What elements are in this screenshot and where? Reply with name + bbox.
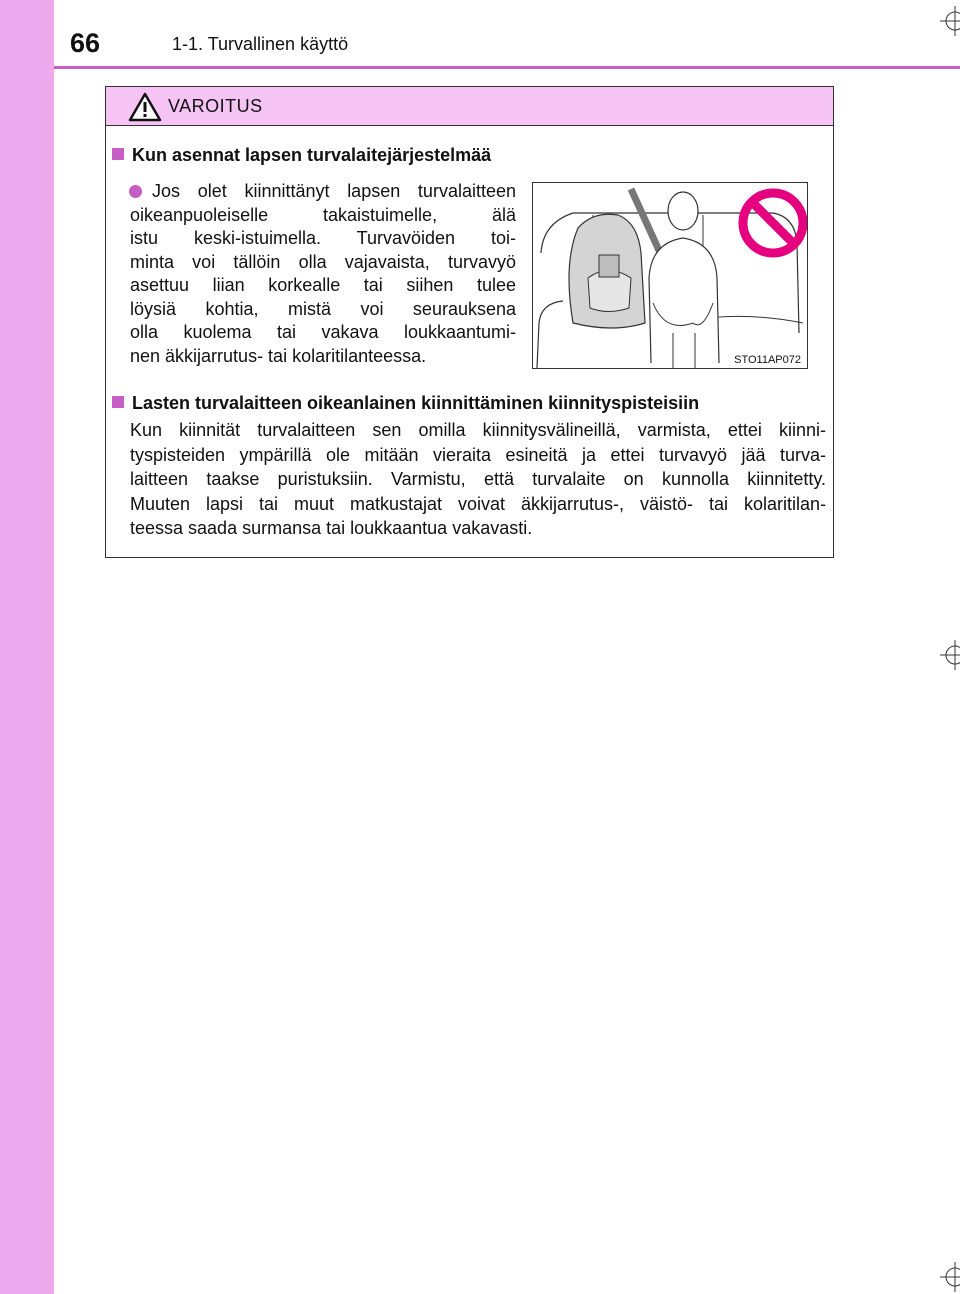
bullet-text: Jos olet kiinnittänyt lapsen turvalaitteen oikeanpuoleiselle takaistuimelle, älä istu keski-istuimella. Turvavöiden toi- minta voi tällöin olla vajavaista, turvavyö asettuu liian korkealle tai siihen tulee löysiä kohtia, mistä voi seurauksena olla kuolema tai vakava loukkaantumi- nen äkkijarrutus- tai kolaritilanteessa.: [130, 181, 516, 366]
registration-mark-icon: [940, 6, 960, 36]
section-title: 1-1. Turvallinen käyttö: [172, 34, 349, 54]
page-number: 66: [70, 28, 101, 58]
warning-header: [106, 87, 833, 126]
figure-label: STO11AP072: [734, 354, 801, 366]
item-heading-1: Kun asennat lapsen turvalaitejärjestelmää: [112, 145, 491, 166]
square-bullet-icon: [112, 396, 124, 408]
rear-seat-drawing: [533, 183, 807, 368]
warning-triangle-icon: [128, 92, 162, 122]
warning-label: VAROITUS: [168, 96, 263, 116]
header-rule: [54, 66, 960, 69]
registration-mark-icon: [940, 640, 960, 670]
paragraph-text: Kun kiinnität turvalaitteen sen omilla kiinnitysvälineillä, varmista, ettei kiinni- tyspisteiden ympärillä ole mitään vieraita esineitä ja ettei turvavyö jää turva- laitteen taakse puristuksiin. Varmistu, että turvalaite on kunnolla kiinnitetty. Muuten lapsi tai muut matkustajat voivat äkkijarrutus-, väistö- tai kolaritilan- teessa saada surmansa tai loukkaantua vakavasti.: [130, 420, 826, 538]
side-tab: [0, 0, 54, 1294]
square-bullet-icon: [112, 148, 124, 160]
registration-mark-icon: [940, 1262, 960, 1292]
item-heading-2: Lasten turvalaitteen oikeanlainen kiinnittäminen kiinnityspisteisiin: [112, 393, 699, 414]
rear-seat-illustration: [532, 182, 808, 369]
